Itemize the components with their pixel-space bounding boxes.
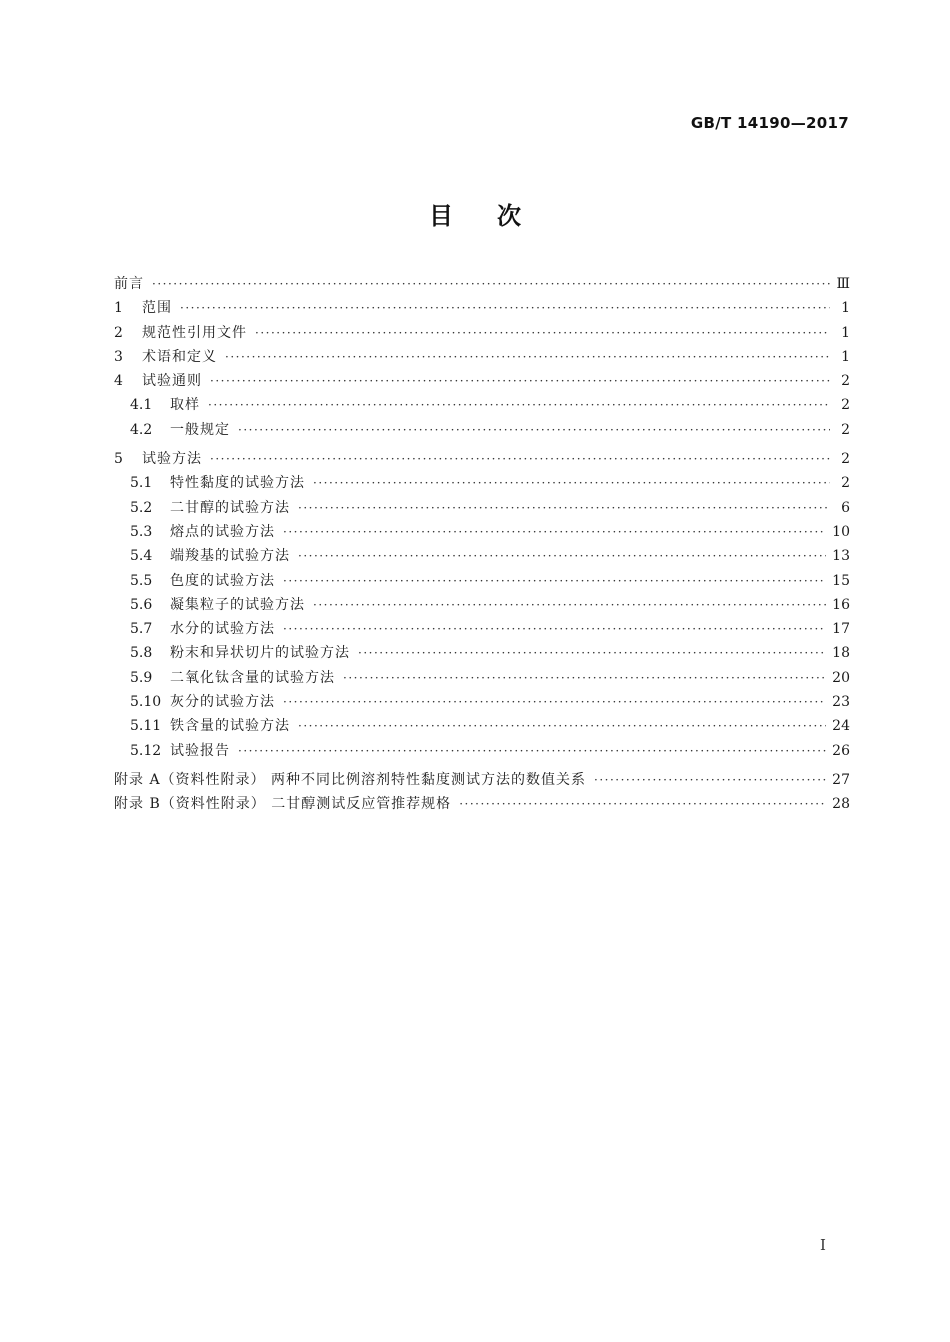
toc-dot-leader — [152, 272, 830, 296]
toc-entry-label: 凝集粒子的试验方法 — [170, 596, 305, 613]
toc-entry-label: 一般规定 — [170, 421, 230, 438]
table-of-contents — [114, 272, 850, 817]
toc-entry[interactable] — [114, 418, 850, 442]
standard-number: GB/T 14190—2017 — [690, 114, 849, 132]
toc-entry-page: 16 — [832, 596, 850, 613]
toc-entry[interactable] — [114, 321, 850, 345]
toc-entry-number: 3 — [114, 348, 123, 365]
toc-entry-number: 5.5 — [130, 572, 153, 589]
toc-entry[interactable] — [114, 296, 850, 320]
toc-entry[interactable] — [114, 272, 850, 296]
toc-dot-leader — [210, 447, 830, 471]
toc-dot-leader — [358, 641, 826, 665]
toc-entry-label: 二氧化钛含量的试验方法 — [170, 669, 335, 686]
toc-entry-number: 4.2 — [130, 421, 153, 438]
toc-dot-leader — [210, 369, 830, 393]
toc-entry[interactable] — [114, 369, 850, 393]
toc-entry-page: 15 — [832, 572, 850, 589]
toc-entry-page: 2 — [841, 397, 850, 414]
toc-entry-label: 二甘醇的试验方法 — [170, 499, 290, 516]
toc-entry-page: 23 — [832, 694, 850, 711]
toc-entry-page: 26 — [832, 742, 850, 759]
toc-dot-leader — [313, 593, 826, 617]
toc-entry-page: 17 — [832, 621, 850, 638]
toc-entry-number: 5.6 — [130, 596, 153, 613]
toc-entry[interactable] — [114, 666, 850, 690]
toc-entry-number: 5.10 — [130, 694, 162, 711]
toc-entry-label: 灰分的试验方法 — [170, 694, 275, 711]
toc-dot-leader — [298, 714, 826, 738]
toc-entry-label: 取样 — [170, 397, 200, 414]
toc-entry-label: 粉末和异状切片的试验方法 — [170, 645, 350, 662]
toc-dot-leader — [208, 393, 830, 417]
toc-entry[interactable] — [114, 447, 850, 471]
toc-entry-page: 28 — [832, 796, 850, 813]
toc-entry-page: 1 — [841, 300, 850, 317]
toc-entry-number: 5.4 — [130, 548, 153, 565]
toc-entry-page: 2 — [841, 451, 850, 468]
toc-entry-number: 4.1 — [130, 397, 153, 414]
toc-entry-page: 2 — [841, 421, 850, 438]
toc-entry-number: 5.1 — [130, 475, 153, 492]
toc-entry-label: 熔点的试验方法 — [170, 523, 275, 540]
toc-entry-label: 术语和定义 — [142, 348, 217, 365]
toc-entry[interactable] — [114, 714, 850, 738]
toc-entry[interactable] — [114, 544, 850, 568]
toc-entry-number: 5.12 — [130, 742, 162, 759]
toc-entry-number: 5.7 — [130, 621, 153, 638]
toc-entry-page: 2 — [841, 475, 850, 492]
toc-entry[interactable] — [114, 496, 850, 520]
toc-entry-number: 5.11 — [130, 718, 162, 735]
toc-entry[interactable] — [114, 471, 850, 495]
toc-entry-label: 附录 B（资料性附录） 二甘醇测试反应管推荐规格 — [114, 796, 452, 813]
toc-dot-leader — [459, 792, 826, 816]
toc-entry-label: 试验通则 — [142, 373, 202, 390]
toc-entry-page: 1 — [841, 348, 850, 365]
toc-entry[interactable] — [114, 520, 850, 544]
toc-dot-leader — [343, 666, 826, 690]
toc-entry-number: 4 — [114, 373, 123, 390]
toc-dot-leader — [180, 296, 830, 320]
toc-entry-page: 20 — [832, 669, 850, 686]
toc-entry[interactable] — [114, 641, 850, 665]
toc-entry-label: 端羧基的试验方法 — [170, 548, 290, 565]
toc-dot-leader — [238, 418, 830, 442]
toc-dot-leader — [298, 544, 826, 568]
toc-entry-page: 6 — [841, 499, 850, 516]
toc-entry-label: 前言 — [114, 276, 144, 292]
toc-dot-leader — [238, 739, 826, 763]
toc-dot-leader — [255, 321, 830, 345]
toc-entry-page: 2 — [841, 373, 850, 390]
toc-entry[interactable] — [114, 792, 850, 816]
toc-entry-page: Ⅲ — [836, 276, 850, 292]
toc-entry[interactable] — [114, 617, 850, 641]
toc-entry-label: 范围 — [142, 300, 172, 317]
toc-entry-number: 5.8 — [130, 645, 153, 662]
toc-entry-number: 1 — [114, 300, 123, 317]
toc-entry-page: 1 — [841, 324, 850, 341]
toc-entry[interactable] — [114, 393, 850, 417]
toc-entry-label: 铁含量的试验方法 — [170, 718, 290, 735]
toc-entry[interactable] — [114, 569, 850, 593]
toc-dot-leader — [313, 471, 830, 495]
toc-dot-leader — [298, 496, 830, 520]
toc-dot-leader — [594, 768, 826, 792]
toc-entry[interactable] — [114, 690, 850, 714]
toc-entry-page: 27 — [832, 771, 850, 788]
toc-entry-label: 特性黏度的试验方法 — [170, 475, 305, 492]
toc-dot-leader — [225, 345, 830, 369]
toc-dot-leader — [283, 520, 826, 544]
page-title: 目次 — [429, 202, 565, 230]
toc-entry-label: 色度的试验方法 — [170, 572, 275, 589]
toc-entry-number: 5.2 — [130, 499, 153, 516]
toc-entry-label: 试验报告 — [170, 742, 230, 759]
toc-entry[interactable] — [114, 593, 850, 617]
toc-entry-page: 10 — [832, 523, 850, 540]
page-number: I — [820, 1236, 826, 1254]
toc-entry-page: 13 — [832, 548, 850, 565]
toc-entry-label: 水分的试验方法 — [170, 621, 275, 638]
toc-entry-number: 5.3 — [130, 523, 153, 540]
toc-dot-leader — [283, 569, 826, 593]
toc-entry-label: 规范性引用文件 — [142, 324, 247, 341]
toc-entry-page: 24 — [832, 718, 850, 735]
toc-entry[interactable] — [114, 345, 850, 369]
toc-entry-number: 5.9 — [130, 669, 153, 686]
toc-dot-leader — [283, 690, 826, 714]
toc-dot-leader — [283, 617, 826, 641]
toc-entry[interactable] — [114, 739, 850, 763]
toc-entry-number: 5 — [114, 451, 123, 468]
toc-entry-label: 试验方法 — [142, 451, 202, 468]
toc-entry[interactable] — [114, 768, 850, 792]
toc-entry-label: 附录 A（资料性附录） 两种不同比例溶剂特性黏度测试方法的数值关系 — [114, 771, 587, 788]
toc-entry-page: 18 — [832, 645, 850, 662]
toc-entry-number: 2 — [114, 324, 123, 341]
